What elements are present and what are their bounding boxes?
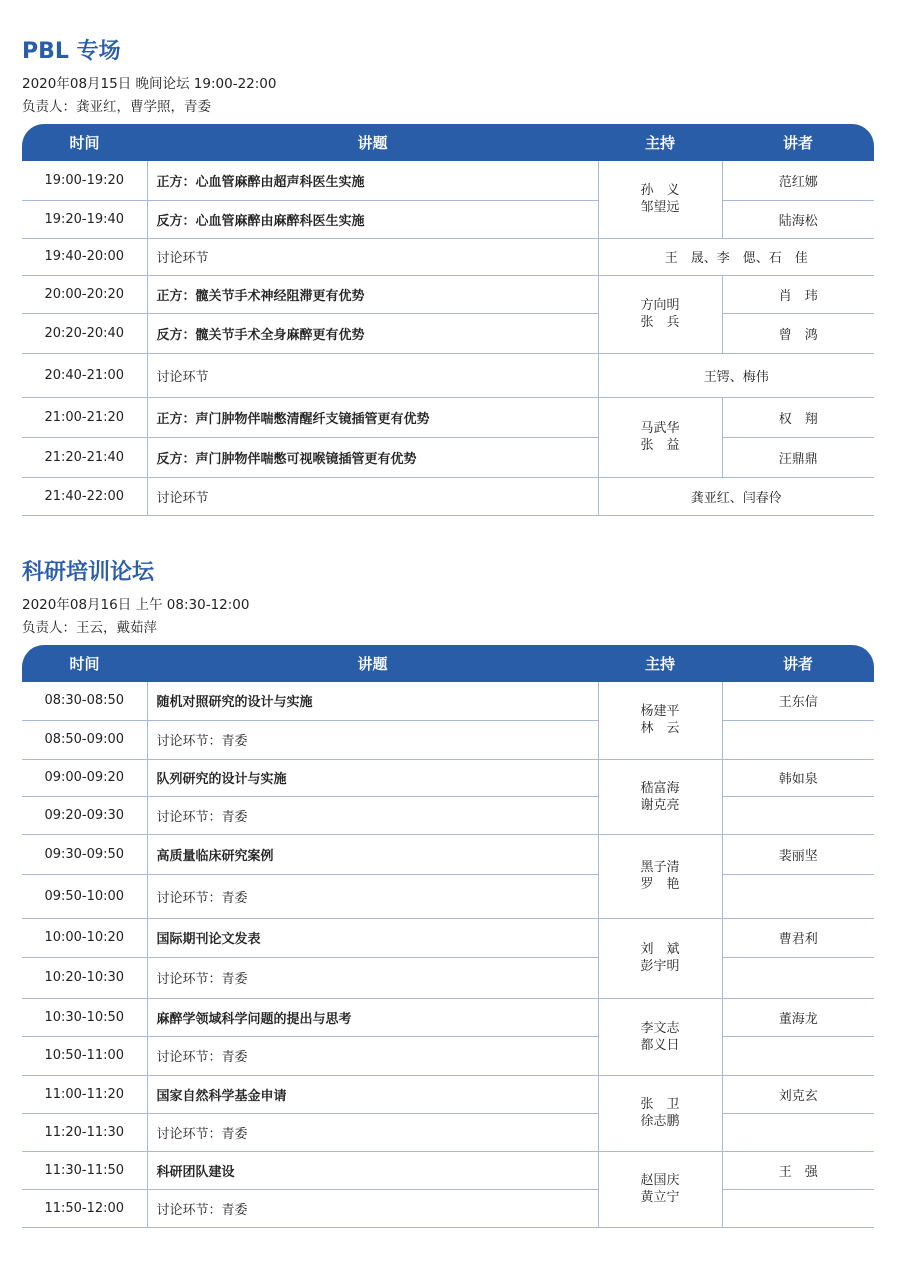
topic-cell: 正方：髋关节手术神经阻滞更有优势: [147, 275, 598, 313]
table-row: [22, 477, 874, 515]
host-name: 张 益: [640, 438, 680, 453]
time-cell: 08:50-09:00: [22, 720, 147, 759]
topic-cell: 讨论环节：青委: [147, 957, 598, 998]
host-name: 嵇富海: [640, 780, 680, 796]
research-schedule-table: [22, 645, 874, 1228]
speaker-cell: [722, 796, 874, 834]
speaker-cell: [722, 1036, 874, 1075]
host-speaker-cell: 王锷、梅伟: [598, 353, 874, 397]
host-speaker-cell: 王 晟、李 偲、石 佳: [598, 238, 874, 275]
topic-cell: 国家自然科学基金申请: [147, 1075, 598, 1113]
table-row: [22, 682, 874, 720]
table-row: [22, 998, 874, 1036]
host-name: 李文志: [640, 1020, 680, 1036]
speaker-cell: 韩如泉: [722, 759, 874, 796]
table-row: [22, 1075, 874, 1113]
time-cell: 09:50-10:00: [22, 874, 147, 918]
header-time: 时间: [22, 124, 147, 161]
header-topic: 讲题: [147, 124, 598, 161]
topic-cell: 讨论环节：青委: [147, 1189, 598, 1227]
time-cell: 10:20-10:30: [22, 957, 147, 998]
topic-cell: 反方：声门肿物伴喘憋可视喉镜插管更有优势: [147, 437, 598, 477]
host-speaker-cell: 龚亚红、闫春伶: [598, 477, 874, 515]
time-cell: 19:00-19:20: [22, 161, 147, 200]
header-host: 主持: [598, 124, 722, 161]
header-time: 时间: [22, 645, 147, 682]
topic-cell: 正方：心血管麻醉由超声科医生实施: [147, 161, 598, 200]
host-name: 彭宇明: [640, 959, 680, 974]
host-name: 罗 艳: [640, 877, 680, 892]
table-row: [22, 397, 874, 437]
pbl-schedule-table: [22, 124, 874, 516]
speaker-cell: 范红娜: [722, 161, 874, 200]
time-cell: 19:20-19:40: [22, 200, 147, 238]
host-name: 都义日: [640, 1037, 680, 1053]
topic-cell: 讨论环节: [147, 353, 598, 397]
topic-cell: 正方：声门肿物伴喘憋清醒纤支镜插管更有优势: [147, 397, 598, 437]
speaker-cell: 裴丽坚: [722, 834, 874, 874]
speaker-cell: 董海龙: [722, 998, 874, 1036]
section-date: 2020年08月16日 上午 08:30-12:00: [22, 597, 250, 613]
topic-cell: 讨论环节：青委: [147, 1036, 598, 1075]
host-name: 邹望远: [640, 200, 680, 216]
table-row: [22, 1036, 874, 1075]
section-date: 2020年08月15日 晚间论坛 19:00-22:00: [22, 76, 277, 92]
header-topic: 讲题: [147, 645, 598, 682]
table-row: [22, 238, 874, 275]
speaker-cell: [722, 1113, 874, 1151]
time-cell: 20:20-20:40: [22, 313, 147, 353]
topic-cell: 麻醉学领域科学问题的提出与思考: [147, 998, 598, 1036]
host-name: 张 卫: [640, 1097, 680, 1112]
topic-cell: 队列研究的设计与实施: [147, 759, 598, 796]
host-name: 黄立宁: [640, 1190, 680, 1205]
topic-cell: 讨论环节：青委: [147, 874, 598, 918]
table-row: [22, 1151, 874, 1189]
time-cell: 09:00-09:20: [22, 759, 147, 796]
topic-cell: 国际期刊论文发表: [147, 918, 598, 957]
host-name: 黑子清: [640, 860, 680, 875]
table-row: [22, 874, 874, 918]
host-name: 刘 斌: [640, 942, 680, 957]
table-row: [22, 1189, 874, 1227]
time-cell: 11:00-11:20: [22, 1075, 147, 1113]
speaker-cell: [722, 720, 874, 759]
speaker-cell: 曹君利: [722, 918, 874, 957]
host-cell: [598, 998, 722, 1075]
topic-cell: 高质量临床研究案例: [147, 834, 598, 874]
table-row: [22, 918, 874, 957]
time-cell: 11:30-11:50: [22, 1151, 147, 1189]
speaker-cell: 汪鼎鼎: [722, 437, 874, 477]
speaker-cell: 肖 玮: [722, 275, 874, 313]
speaker-cell: [722, 874, 874, 918]
host-cell: [598, 834, 722, 918]
speaker-cell: 曾 鸿: [722, 313, 874, 353]
speaker-cell: 王 强: [722, 1151, 874, 1189]
speaker-cell: [722, 1189, 874, 1227]
topic-cell: 反方：髋关节手术全身麻醉更有优势: [147, 313, 598, 353]
research-section: [22, 559, 874, 1228]
time-cell: 09:20-09:30: [22, 796, 147, 834]
table-header: [22, 645, 874, 682]
time-cell: 10:30-10:50: [22, 998, 147, 1036]
topic-cell: 反方：心血管麻醉由麻醉科医生实施: [147, 200, 598, 238]
table-row: [22, 796, 874, 834]
topic-cell: 科研团队建设: [147, 1151, 598, 1189]
speaker-cell: 刘克玄: [722, 1075, 874, 1113]
host-cell: [598, 682, 722, 759]
topic-cell: 讨论环节：青委: [147, 720, 598, 759]
host-cell: [598, 759, 722, 834]
host-cell: [598, 1151, 722, 1227]
host-name: 方向明: [640, 298, 680, 313]
section-lead: 负责人：王云，戴茹萍: [22, 620, 157, 636]
table-row: [22, 353, 874, 397]
header-speaker: 讲者: [722, 124, 874, 161]
host-cell: [598, 918, 722, 998]
host-name: 谢克亮: [640, 797, 680, 813]
section-title: 科研培训论坛: [22, 560, 155, 585]
table-row: [22, 759, 874, 796]
time-cell: 20:00-20:20: [22, 275, 147, 313]
time-cell: 19:40-20:00: [22, 238, 147, 275]
table-row: [22, 200, 874, 238]
table-row: [22, 313, 874, 353]
time-cell: 11:20-11:30: [22, 1113, 147, 1151]
speaker-cell: 陆海松: [722, 200, 874, 238]
topic-cell: 讨论环节：青委: [147, 1113, 598, 1151]
time-cell: 11:50-12:00: [22, 1189, 147, 1227]
host-cell: [598, 275, 722, 353]
topic-cell: 讨论环节：青委: [147, 796, 598, 834]
speaker-cell: [722, 957, 874, 998]
header-speaker: 讲者: [722, 645, 874, 682]
time-cell: 10:50-11:00: [22, 1036, 147, 1075]
host-name: 张 兵: [640, 315, 680, 330]
host-name: 马武华: [640, 421, 680, 436]
table-row: [22, 957, 874, 998]
table-row: [22, 834, 874, 874]
host-cell: [598, 1075, 722, 1151]
host-cell: [598, 397, 722, 477]
pbl-section: [22, 38, 874, 516]
time-cell: 08:30-08:50: [22, 682, 147, 720]
host-cell: [598, 161, 722, 238]
topic-cell: 讨论环节: [147, 238, 598, 275]
time-cell: 09:30-09:50: [22, 834, 147, 874]
table-row: [22, 437, 874, 477]
speaker-cell: 王东信: [722, 682, 874, 720]
topic-cell: 讨论环节: [147, 477, 598, 515]
section-lead: 负责人：龚亚红，曹学照，青委: [22, 99, 211, 115]
time-cell: 21:20-21:40: [22, 437, 147, 477]
header-host: 主持: [598, 645, 722, 682]
table-header: [22, 124, 874, 161]
host-name: 徐志鹏: [640, 1114, 680, 1129]
time-cell: 20:40-21:00: [22, 353, 147, 397]
time-cell: 21:00-21:20: [22, 397, 147, 437]
table-row: [22, 1113, 874, 1151]
time-cell: 10:00-10:20: [22, 918, 147, 957]
host-name: 赵国庆: [640, 1173, 680, 1188]
host-name: 杨建平: [640, 704, 680, 720]
section-title: PBL 专场: [22, 39, 121, 64]
table-row: [22, 275, 874, 313]
time-cell: 21:40-22:00: [22, 477, 147, 515]
topic-cell: 随机对照研究的设计与实施: [147, 682, 598, 720]
table-row: [22, 720, 874, 759]
host-name: 林 云: [640, 721, 680, 737]
table-row: [22, 161, 874, 200]
speaker-cell: 权 翔: [722, 397, 874, 437]
host-name: 孙 义: [640, 183, 680, 199]
